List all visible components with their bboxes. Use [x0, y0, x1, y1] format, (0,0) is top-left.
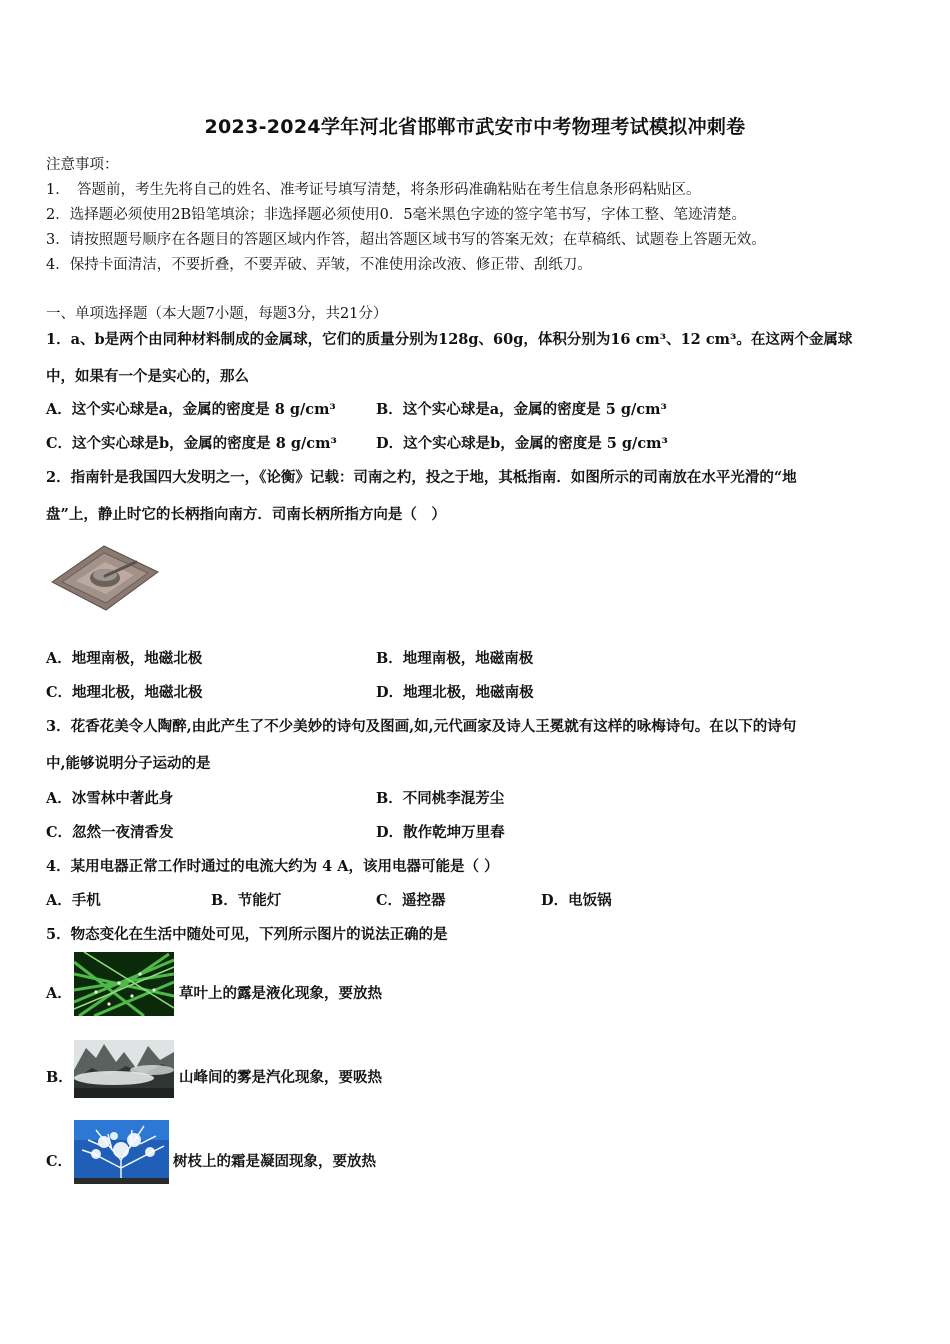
frost-on-branches-image — [74, 1120, 169, 1184]
question-1-stem-cont: 中，如果有一个是实心的，那么 — [46, 368, 249, 385]
question-4-option-a: A．手机 — [46, 892, 101, 909]
question-3-option-d: D．散作乾坤万里春 — [376, 824, 505, 841]
question-5-option-c-label: C． — [46, 1153, 73, 1170]
question-5-option-a-text: 草叶上的露是液化现象，要放热 — [179, 985, 382, 1002]
question-4-option-b: B．节能灯 — [211, 892, 282, 909]
dew-on-grass-image — [74, 952, 174, 1016]
question-1-stem: 1．a、b是两个由同种材料制成的金属球，它们的质量分别为128g、60g，体积分别为16 cm³、12 cm³。在这两个金属球 — [46, 331, 853, 348]
question-3-option-b: B．不同桃李混芳尘 — [376, 790, 505, 807]
question-4-option-d: D．电饭锅 — [541, 892, 612, 909]
question-4-stem: 4．某用电器正常工作时通过的电流大约为 4 A，该用电器可能是（ ） — [46, 858, 499, 875]
question-2-option-d: D．地理北极，地磁南极 — [376, 684, 534, 701]
mountain-fog-image — [74, 1040, 174, 1098]
question-2-option-c: C．地理北极，地磁北极 — [46, 684, 203, 701]
question-1-option-a: A．这个实心球是a，金属的密度是 8 g/cm³ — [46, 401, 336, 418]
compass-sinan-image — [48, 540, 160, 614]
question-3-option-c: C．忽然一夜清香发 — [46, 824, 174, 841]
question-3-stem: 3．花香花美令人陶醉,由此产生了不少美妙的诗句及图画,如,元代画家及诗人王冕就有这样的咏梅诗句。在以下的诗句 — [46, 718, 797, 735]
question-3-option-a: A．冰雪林中著此身 — [46, 790, 174, 807]
question-1-option-b: B．这个实心球是a，金属的密度是 5 g/cm³ — [376, 401, 667, 418]
question-5-option-b-text: 山峰间的雾是汽化现象，要吸热 — [179, 1069, 382, 1086]
question-2-stem: 2．指南针是我国四大发明之一，《论衡》记载：司南之杓，投之于地，其柢指南．如图所示的司南放在水平光滑的“地 — [46, 469, 797, 486]
question-5-option-b-label: B． — [46, 1069, 73, 1086]
question-5-option-a-label: A． — [46, 985, 72, 1002]
question-4-option-c: C．遥控器 — [376, 892, 446, 909]
notice-item: 2．选择题必须使用2B铅笔填涂；非选择题必须使用0．5毫米黑色字迹的签字笔书写，字体工整、笔迹清楚。 — [46, 207, 747, 223]
question-2-stem-cont: 盘”上，静止时它的长柄指向南方．司南长柄所指方向是（ ） — [46, 506, 446, 523]
notice-heading: 注意事项： — [46, 157, 119, 173]
notice-item: 3．请按照题号顺序在各题目的答题区域内作答，超出答题区域书写的答案无效；在草稿纸、试题卷上答题无效。 — [46, 232, 766, 248]
page-title: 2023-2024学年河北省邯郸市武安市中考物理考试模拟冲刺卷 — [204, 116, 746, 138]
section-heading: 一、单项选择题（本大题7小题，每题3分，共21分） — [46, 306, 388, 322]
question-2-option-b: B．地理南极，地磁南极 — [376, 650, 534, 667]
question-3-stem-cont: 中,能够说明分子运动的是 — [46, 755, 211, 772]
question-5-option-c-text: 树枝上的霜是凝固现象，要放热 — [173, 1153, 376, 1170]
notice-item: 4．保持卡面清洁，不要折叠，不要弄破、弄皱，不准使用涂改液、修正带、刮纸刀。 — [46, 257, 592, 273]
question-1-option-d: D．这个实心球是b，金属的密度是 5 g/cm³ — [376, 435, 668, 452]
question-2-option-a: A．地理南极，地磁北极 — [46, 650, 203, 667]
notice-item: 1． 答题前，考生先将自己的姓名、准考证号填写清楚，将条形码准确粘贴在考生信息条形码粘贴区。 — [46, 182, 701, 198]
question-5-stem: 5．物态变化在生活中随处可见，下列所示图片的说法正确的是 — [46, 926, 448, 943]
question-1-option-c: C．这个实心球是b，金属的密度是 8 g/cm³ — [46, 435, 337, 452]
